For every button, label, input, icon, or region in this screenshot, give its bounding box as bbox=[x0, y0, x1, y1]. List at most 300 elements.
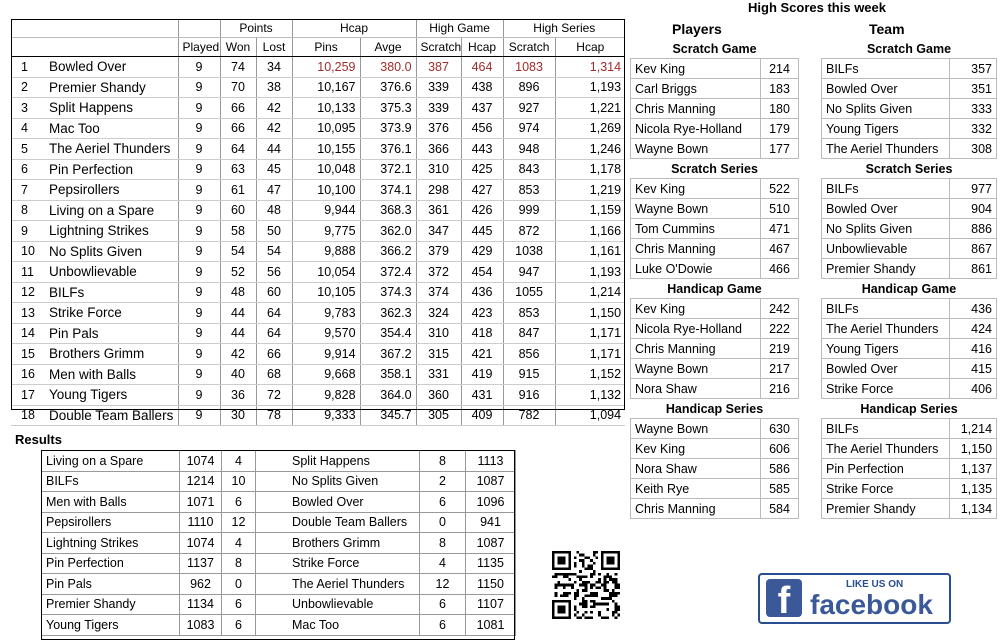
hcap-pins: 10,095 bbox=[292, 118, 360, 139]
away-points: 0 bbox=[420, 512, 466, 533]
player-score: 606 bbox=[761, 439, 799, 459]
home-team: Premier Shandy bbox=[42, 594, 180, 615]
away-team: The Aeriel Thunders bbox=[256, 574, 420, 595]
team-name: BILFs bbox=[822, 299, 950, 319]
player-score-row bbox=[631, 219, 799, 239]
away-team: Mac Too bbox=[256, 615, 420, 636]
player-score-row bbox=[631, 179, 799, 199]
points-lost: 56 bbox=[256, 262, 292, 283]
team-score: 357 bbox=[950, 59, 997, 79]
high-game-hcap: 429 bbox=[461, 241, 503, 262]
player-name: Carl Briggs bbox=[631, 79, 761, 99]
home-score: 1134 bbox=[180, 594, 222, 615]
high-game-header: High Game bbox=[416, 19, 503, 38]
high-series-hcap: 1,221 bbox=[555, 98, 625, 119]
high-series-scratch: 916 bbox=[503, 385, 555, 406]
high-game-hcap: 431 bbox=[461, 385, 503, 406]
team-score-row bbox=[822, 479, 997, 499]
high-series-hcap: 1,150 bbox=[555, 303, 625, 324]
points-won: 44 bbox=[220, 303, 256, 324]
player-name: Chris Manning bbox=[631, 99, 761, 119]
hcap-pins: 10,054 bbox=[292, 262, 360, 283]
player-score: 214 bbox=[761, 59, 799, 79]
high-series-hcap: 1,314 bbox=[555, 57, 625, 78]
high-game-scratch: 360 bbox=[416, 385, 461, 406]
high-series-scratch: 872 bbox=[503, 221, 555, 242]
hcap-average: 375.3 bbox=[360, 98, 416, 119]
player-name: Wayne Bown bbox=[631, 359, 761, 379]
points-won: 54 bbox=[220, 241, 256, 262]
high-game-scratch: 310 bbox=[416, 159, 461, 180]
high-game-hcap: 438 bbox=[461, 77, 503, 98]
player-score: 522 bbox=[761, 179, 799, 199]
away-points: 8 bbox=[420, 533, 466, 554]
player-score: 219 bbox=[761, 339, 799, 359]
high-series-scratch: 856 bbox=[503, 344, 555, 365]
result-row bbox=[42, 553, 516, 574]
standings-row bbox=[11, 282, 625, 303]
hcap-average: 368.3 bbox=[360, 200, 416, 221]
player-score: 177 bbox=[761, 139, 799, 159]
points-lost: 72 bbox=[256, 385, 292, 406]
high-series-scratch: 948 bbox=[503, 139, 555, 160]
team-name: Young Tigers bbox=[822, 119, 950, 139]
high-game-scratch: 372 bbox=[416, 262, 461, 283]
team-name: Strike Force bbox=[822, 379, 950, 399]
player-score-row bbox=[631, 319, 799, 339]
hcap-average: 362.0 bbox=[360, 221, 416, 242]
team-name: Pin Perfection bbox=[43, 159, 178, 180]
qr-code-icon bbox=[548, 551, 624, 619]
points-lost: 68 bbox=[256, 364, 292, 385]
hcap-pins: 9,333 bbox=[292, 405, 360, 426]
hcap-pins: 10,259 bbox=[292, 57, 360, 78]
team-name: Brothers Grimm bbox=[43, 344, 178, 365]
team-name: Strike Force bbox=[822, 479, 950, 499]
high-series-hcap: 1,214 bbox=[555, 282, 625, 303]
player-score: 467 bbox=[761, 239, 799, 259]
result-row bbox=[42, 451, 516, 472]
player-name: Kev King bbox=[631, 439, 761, 459]
team-high-scores-table bbox=[821, 40, 997, 519]
high-series-scratch: 1055 bbox=[503, 282, 555, 303]
result-row bbox=[42, 615, 516, 636]
hcap-average: 376.1 bbox=[360, 139, 416, 160]
team-name: Strike Force bbox=[43, 303, 178, 324]
high-series-hcap: 1,166 bbox=[555, 221, 625, 242]
player-name: Kev King bbox=[631, 59, 761, 79]
player-score-row bbox=[631, 339, 799, 359]
away-score: 1087 bbox=[466, 471, 516, 492]
player-score-row bbox=[631, 499, 799, 519]
high-series-header: High Series bbox=[503, 19, 625, 38]
team-name: Pin Pals bbox=[43, 323, 178, 344]
home-points: 0 bbox=[222, 574, 256, 595]
players-heading: Players bbox=[672, 21, 722, 37]
high-series-scratch: 853 bbox=[503, 180, 555, 201]
team-score: 436 bbox=[950, 299, 997, 319]
home-score: 1074 bbox=[180, 451, 222, 472]
hcap-average: 354.4 bbox=[360, 323, 416, 344]
won-header: Won bbox=[220, 38, 256, 57]
results-title: Results bbox=[15, 432, 62, 447]
team-score: 308 bbox=[950, 139, 997, 159]
hcap-pins: 9,828 bbox=[292, 385, 360, 406]
points-won: 64 bbox=[220, 139, 256, 160]
standings-row bbox=[11, 77, 625, 98]
played-count: 9 bbox=[178, 385, 220, 406]
team-score: 904 bbox=[950, 199, 997, 219]
away-points: 12 bbox=[420, 574, 466, 595]
player-score-row bbox=[631, 79, 799, 99]
points-lost: 64 bbox=[256, 323, 292, 344]
points-lost: 64 bbox=[256, 303, 292, 324]
team-name: Double Team Ballers bbox=[43, 405, 178, 426]
high-game-scratch: 305 bbox=[416, 405, 461, 426]
points-won: 30 bbox=[220, 405, 256, 426]
team-score-row bbox=[822, 359, 997, 379]
player-score-row bbox=[631, 379, 799, 399]
player-score: 471 bbox=[761, 219, 799, 239]
high-series-scratch: 896 bbox=[503, 77, 555, 98]
points-lost: 48 bbox=[256, 200, 292, 221]
standings-row bbox=[11, 344, 625, 365]
hcap-pins: 9,775 bbox=[292, 221, 360, 242]
points-lost: 42 bbox=[256, 118, 292, 139]
away-points: 2 bbox=[420, 471, 466, 492]
standing-rank: 2 bbox=[11, 77, 43, 98]
points-won: 40 bbox=[220, 364, 256, 385]
standing-rank: 11 bbox=[11, 262, 43, 283]
high-series-scratch: 999 bbox=[503, 200, 555, 221]
team-name: Premier Shandy bbox=[43, 77, 178, 98]
played-count: 9 bbox=[178, 118, 220, 139]
points-lost: 45 bbox=[256, 159, 292, 180]
team-score: 1,134 bbox=[950, 499, 997, 519]
points-won: 58 bbox=[220, 221, 256, 242]
high-game-scratch: 310 bbox=[416, 323, 461, 344]
player-score: 179 bbox=[761, 119, 799, 139]
player-section-heading: Handicap Game bbox=[667, 281, 762, 296]
team-score: 977 bbox=[950, 179, 997, 199]
points-won: 61 bbox=[220, 180, 256, 201]
standing-rank: 4 bbox=[11, 118, 43, 139]
standings-table bbox=[11, 19, 625, 426]
team-name: Unbowlievable bbox=[43, 262, 178, 283]
played-count: 9 bbox=[178, 364, 220, 385]
high-series-hcap: 1,178 bbox=[555, 159, 625, 180]
team-score-row bbox=[822, 339, 997, 359]
high-series-hcap: 1,171 bbox=[555, 344, 625, 365]
points-lost: 34 bbox=[256, 57, 292, 78]
hg-hcap-header: Hcap bbox=[461, 38, 503, 57]
team-score-row bbox=[822, 239, 997, 259]
played-count: 9 bbox=[178, 159, 220, 180]
standing-rank: 10 bbox=[11, 241, 43, 262]
player-score-row bbox=[631, 139, 799, 159]
home-team: Men with Balls bbox=[42, 492, 180, 513]
facebook-f-icon: f bbox=[766, 579, 802, 617]
points-won: 60 bbox=[220, 200, 256, 221]
played-count: 9 bbox=[178, 262, 220, 283]
high-series-hcap: 1,161 bbox=[555, 241, 625, 262]
away-team: Double Team Ballers bbox=[256, 512, 420, 533]
team-name: Bowled Over bbox=[822, 79, 950, 99]
points-lost: 44 bbox=[256, 139, 292, 160]
hcap-pins: 9,570 bbox=[292, 323, 360, 344]
hcap-average: 373.9 bbox=[360, 118, 416, 139]
player-score-row bbox=[631, 59, 799, 79]
points-lost: 42 bbox=[256, 98, 292, 119]
player-score-row bbox=[631, 119, 799, 139]
player-score-row bbox=[631, 259, 799, 279]
home-score: 1137 bbox=[180, 553, 222, 574]
home-points: 4 bbox=[222, 533, 256, 554]
result-row bbox=[42, 594, 516, 615]
player-score: 584 bbox=[761, 499, 799, 519]
hs-scratch-header: Scratch bbox=[503, 38, 555, 57]
standings-row bbox=[11, 221, 625, 242]
team-name: No Splits Given bbox=[822, 219, 950, 239]
hcap-pins: 10,167 bbox=[292, 77, 360, 98]
high-series-hcap: 1,193 bbox=[555, 262, 625, 283]
home-score: 1083 bbox=[180, 615, 222, 636]
hcap-pins: 10,048 bbox=[292, 159, 360, 180]
team-name: Young Tigers bbox=[43, 385, 178, 406]
points-lost: 50 bbox=[256, 221, 292, 242]
high-game-scratch: 324 bbox=[416, 303, 461, 324]
high-series-scratch: 927 bbox=[503, 98, 555, 119]
standings-row bbox=[11, 262, 625, 283]
played-count: 9 bbox=[178, 221, 220, 242]
player-score: 217 bbox=[761, 359, 799, 379]
home-team: Pin Perfection bbox=[42, 553, 180, 574]
team-name: Bowled Over bbox=[43, 57, 178, 78]
team-score: 1,214 bbox=[950, 419, 997, 439]
standing-rank: 3 bbox=[11, 98, 43, 119]
home-points: 10 bbox=[222, 471, 256, 492]
high-game-scratch: 339 bbox=[416, 98, 461, 119]
away-points: 6 bbox=[420, 492, 466, 513]
standings-row bbox=[11, 180, 625, 201]
high-series-hcap: 1,094 bbox=[555, 405, 625, 426]
hg-scratch-header: Scratch bbox=[416, 38, 461, 57]
team-score: 415 bbox=[950, 359, 997, 379]
player-score: 510 bbox=[761, 199, 799, 219]
high-game-hcap: 427 bbox=[461, 180, 503, 201]
standing-rank: 7 bbox=[11, 180, 43, 201]
hcap-header: Hcap bbox=[292, 19, 416, 38]
team-score-row bbox=[822, 439, 997, 459]
hs-hcap-header: Hcap bbox=[555, 38, 625, 57]
away-points: 8 bbox=[420, 451, 466, 472]
team-score: 886 bbox=[950, 219, 997, 239]
player-score-row bbox=[631, 199, 799, 219]
high-series-scratch: 853 bbox=[503, 303, 555, 324]
team-name: The Aeriel Thunders bbox=[822, 439, 950, 459]
team-score: 333 bbox=[950, 99, 997, 119]
points-won: 42 bbox=[220, 344, 256, 365]
standings-row bbox=[11, 139, 625, 160]
team-score-row bbox=[822, 259, 997, 279]
team-score-row bbox=[822, 499, 997, 519]
team-name: Mac Too bbox=[43, 118, 178, 139]
team-score: 861 bbox=[950, 259, 997, 279]
player-score-row bbox=[631, 99, 799, 119]
played-count: 9 bbox=[178, 405, 220, 426]
player-section-heading: Scratch Game bbox=[672, 42, 757, 56]
player-name: Nora Shaw bbox=[631, 459, 761, 479]
home-points: 6 bbox=[222, 594, 256, 615]
team-name: BILFs bbox=[822, 59, 950, 79]
home-team: BILFs bbox=[42, 471, 180, 492]
home-score: 1074 bbox=[180, 533, 222, 554]
hcap-pins: 10,100 bbox=[292, 180, 360, 201]
team-score: 416 bbox=[950, 339, 997, 359]
high-game-scratch: 361 bbox=[416, 200, 461, 221]
high-game-hcap: 423 bbox=[461, 303, 503, 324]
away-score: 1107 bbox=[466, 594, 516, 615]
team-score: 332 bbox=[950, 119, 997, 139]
standings-row bbox=[11, 200, 625, 221]
team-name: Split Happens bbox=[43, 98, 178, 119]
home-team: Pin Pals bbox=[42, 574, 180, 595]
team-name: No Splits Given bbox=[822, 99, 950, 119]
team-name: The Aeriel Thunders bbox=[43, 139, 178, 160]
team-score-row bbox=[822, 79, 997, 99]
away-team: Unbowlievable bbox=[256, 594, 420, 615]
home-team: Young Tigers bbox=[42, 615, 180, 636]
team-name: Pepsirollers bbox=[43, 180, 178, 201]
played-count: 9 bbox=[178, 200, 220, 221]
standing-rank: 6 bbox=[11, 159, 43, 180]
player-name: Chris Manning bbox=[631, 239, 761, 259]
hcap-average: 374.3 bbox=[360, 282, 416, 303]
team-name: Men with Balls bbox=[43, 364, 178, 385]
team-score-row bbox=[822, 59, 997, 79]
player-score-row bbox=[631, 439, 799, 459]
high-game-scratch: 339 bbox=[416, 77, 461, 98]
player-name: Keith Rye bbox=[631, 479, 761, 499]
player-score-row bbox=[631, 359, 799, 379]
high-series-hcap: 1,159 bbox=[555, 200, 625, 221]
team-name: Bowled Over bbox=[822, 359, 950, 379]
team-score: 424 bbox=[950, 319, 997, 339]
played-count: 9 bbox=[178, 282, 220, 303]
results-table bbox=[41, 450, 516, 636]
team-name: Living on a Spare bbox=[43, 200, 178, 221]
team-score: 406 bbox=[950, 379, 997, 399]
away-score: 1150 bbox=[466, 574, 516, 595]
hcap-average: 345.7 bbox=[360, 405, 416, 426]
hcap-average: 376.6 bbox=[360, 77, 416, 98]
high-game-scratch: 331 bbox=[416, 364, 461, 385]
standing-rank: 18 bbox=[11, 405, 43, 426]
standing-rank: 12 bbox=[11, 282, 43, 303]
player-section-heading: Scratch Series bbox=[671, 161, 758, 176]
team-score: 351 bbox=[950, 79, 997, 99]
player-name: Wayne Bown bbox=[631, 419, 761, 439]
player-score: 242 bbox=[761, 299, 799, 319]
team-name: Unbowlievable bbox=[822, 239, 950, 259]
standings-row bbox=[11, 241, 625, 262]
team-section-heading: Scratch Series bbox=[865, 161, 953, 176]
played-count: 9 bbox=[178, 344, 220, 365]
high-game-hcap: 421 bbox=[461, 344, 503, 365]
high-game-scratch: 379 bbox=[416, 241, 461, 262]
player-name: Kev King bbox=[631, 299, 761, 319]
away-team: Bowled Over bbox=[256, 492, 420, 513]
points-won: 66 bbox=[220, 118, 256, 139]
standings-row bbox=[11, 159, 625, 180]
standing-rank: 13 bbox=[11, 303, 43, 324]
points-won: 52 bbox=[220, 262, 256, 283]
team-score: 1,150 bbox=[950, 439, 997, 459]
played-count: 9 bbox=[178, 139, 220, 160]
hcap-average: 372.4 bbox=[360, 262, 416, 283]
high-series-hcap: 1,132 bbox=[555, 385, 625, 406]
standing-rank: 15 bbox=[11, 344, 43, 365]
high-series-scratch: 1083 bbox=[503, 57, 555, 78]
played-count: 9 bbox=[178, 303, 220, 324]
standing-rank: 17 bbox=[11, 385, 43, 406]
result-row bbox=[42, 492, 516, 513]
points-won: 63 bbox=[220, 159, 256, 180]
high-game-hcap: 436 bbox=[461, 282, 503, 303]
hcap-average: 364.0 bbox=[360, 385, 416, 406]
away-team: Split Happens bbox=[256, 451, 420, 472]
home-points: 6 bbox=[222, 492, 256, 513]
facebook-like-badge[interactable] bbox=[758, 573, 951, 624]
high-game-hcap: 443 bbox=[461, 139, 503, 160]
home-points: 8 bbox=[222, 553, 256, 574]
player-score-row bbox=[631, 239, 799, 259]
player-score-row bbox=[631, 419, 799, 439]
high-game-hcap: 464 bbox=[461, 57, 503, 78]
result-row bbox=[42, 574, 516, 595]
team-section-heading: Scratch Game bbox=[866, 42, 952, 56]
team-name: Bowled Over bbox=[822, 199, 950, 219]
team-score-row bbox=[822, 139, 997, 159]
away-score: 1096 bbox=[466, 492, 516, 513]
team-score-row bbox=[822, 119, 997, 139]
high-series-scratch: 947 bbox=[503, 262, 555, 283]
hcap-pins: 9,888 bbox=[292, 241, 360, 262]
player-score: 585 bbox=[761, 479, 799, 499]
team-name: Lightning Strikes bbox=[43, 221, 178, 242]
standing-rank: 8 bbox=[11, 200, 43, 221]
home-points: 4 bbox=[222, 451, 256, 472]
high-game-hcap: 456 bbox=[461, 118, 503, 139]
team-score-row bbox=[822, 459, 997, 479]
team-name: Premier Shandy bbox=[822, 499, 950, 519]
hcap-average: 372.1 bbox=[360, 159, 416, 180]
high-series-scratch: 847 bbox=[503, 323, 555, 344]
player-name: Luke O'Dowie bbox=[631, 259, 761, 279]
team-score: 867 bbox=[950, 239, 997, 259]
player-score-row bbox=[631, 479, 799, 499]
team-name: BILFs bbox=[822, 419, 950, 439]
hcap-pins: 10,155 bbox=[292, 139, 360, 160]
team-score-row bbox=[822, 319, 997, 339]
high-game-hcap: 419 bbox=[461, 364, 503, 385]
team-score-row bbox=[822, 299, 997, 319]
away-score: 941 bbox=[466, 512, 516, 533]
standing-rank: 14 bbox=[11, 323, 43, 344]
points-won: 74 bbox=[220, 57, 256, 78]
high-series-scratch: 843 bbox=[503, 159, 555, 180]
high-series-hcap: 1,193 bbox=[555, 77, 625, 98]
